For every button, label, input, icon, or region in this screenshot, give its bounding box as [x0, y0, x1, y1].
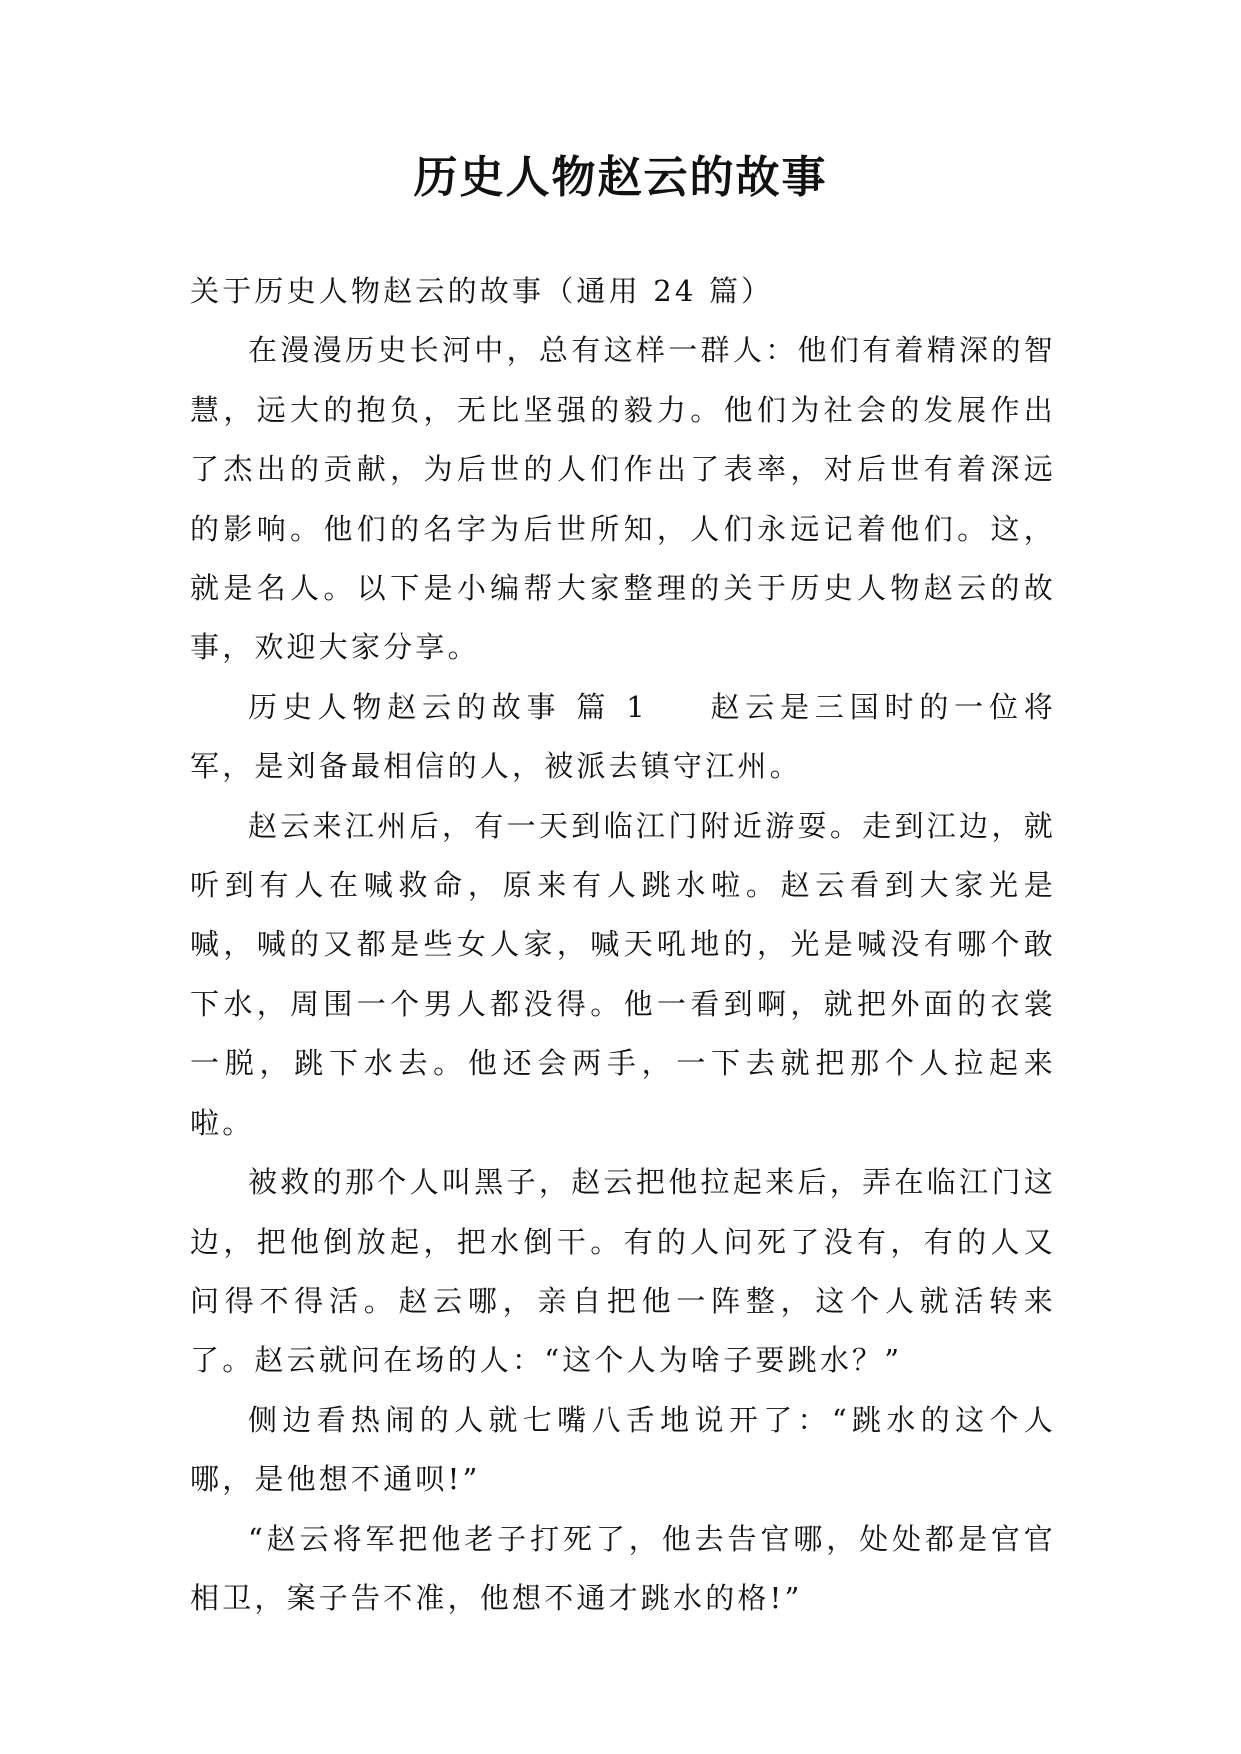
story-paragraph: 被救的那个人叫黑子，赵云把他拉起来后，弄在临江门这边，把他倒放起，把水倒干。有的人问死了没有，有的人又问得不得活。赵云哪，亲自把他一阵整，这个人就活转来了。赵云就问在场的人：“这个人为啥子要跳水？”: [190, 1165, 1056, 1378]
section-heading: 历史人物赵云的故事 篇 1: [248, 689, 648, 724]
section-paragraph: [190, 678, 1056, 797]
section-first-text: 赵云是三国时的一位将军，是刘备最相信的人，被派去镇守江州。: [190, 689, 1056, 784]
document-body: [190, 262, 1056, 1628]
document-title: 历史人物赵云的故事: [413, 152, 828, 203]
story-paragraph: 赵云来江州后，有一天到临江门附近游耍。走到江边，就听到有人在喊救命，原来有人跳水啦。赵云看到大家光是喊，喊的又都是些女人家，喊天吼地的，光是喊没有哪个敢下水，周围一个男人都没得。他一看到啊，就把外面的衣裳一脱，跳下水去。他还会两手，一下去就把那个人拉起来啦。: [190, 808, 1056, 1140]
story-paragraph: 侧边看热闹的人就七嘴八舌地说开了：“跳水的这个人哪，是他想不通呗!”: [190, 1402, 1056, 1497]
intro-paragraph: 在漫漫历史长河中，总有这样一群人：他们有着精深的智慧，远大的抱负，无比坚强的毅力。他们为社会的发展作出了杰出的贡献，为后世的人们作出了表率，对后世有着深远的影响。他们的名字为后世所知，人们永远记着他们。这，就是名人。以下是小编帮大家整理的关于历史人物赵云的故事，欢迎大家分享。: [190, 333, 1056, 665]
story-paragraph: “赵云将军把他老子打死了，他去告官哪，处处都是官官相卫，案子告不准，他想不通才跳水的格!”: [190, 1521, 1056, 1615]
subtitle-line: 关于历史人物赵云的故事（通用 24 篇）: [190, 274, 774, 308]
